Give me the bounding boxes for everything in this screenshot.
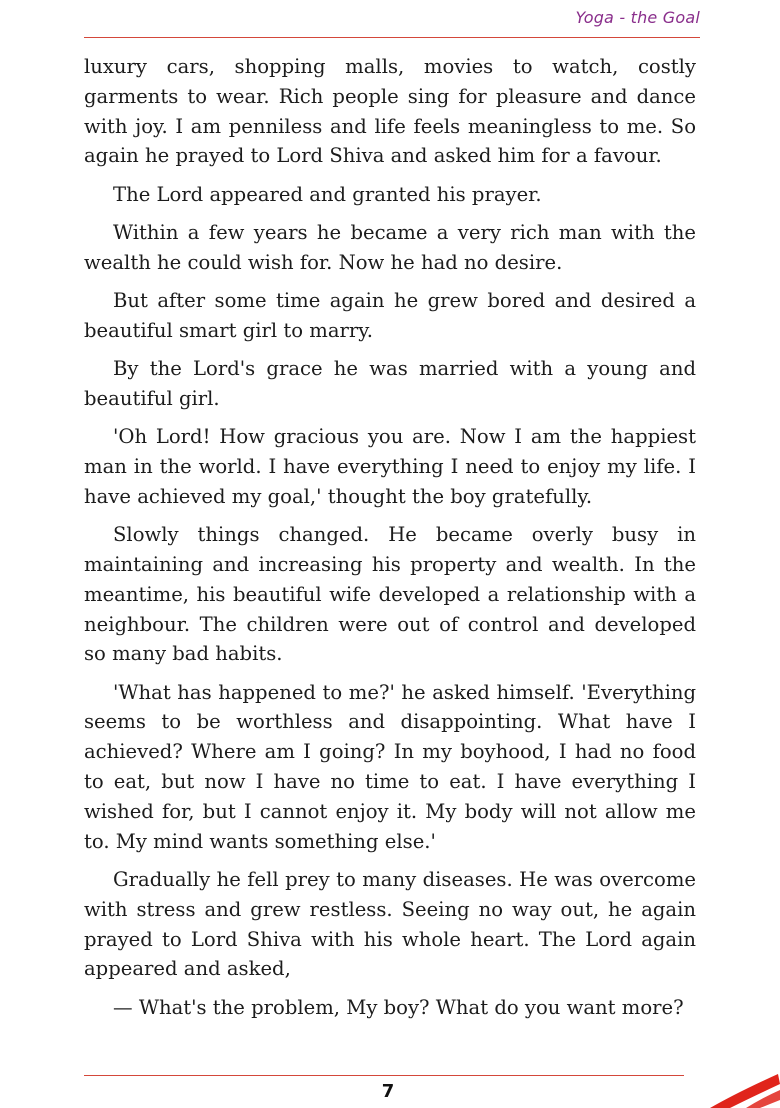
paragraph-6: 'Oh Lord! How gracious you are. Now I am the happiest man in the world. I have everything I need to enjoy my life. I have achieved my goal,' thought the boy gratefully. xyxy=(84,425,696,508)
paragraph-7: Slowly things changed. He became overly busy in maintaining and increasing his property and wealth. In the meantime, his beautiful wife developed a relationship with a neighbour. The children were out of control and developed so many bad habits. xyxy=(84,523,696,666)
paragraph-3: Within a few years he became a very rich man with the wealth he could wish for. Now he had no desire. xyxy=(84,220,696,274)
page-body xyxy=(84,52,696,1031)
running-header-title: Yoga - the Goal xyxy=(575,8,700,27)
paragraph-8: 'What has happened to me?' he asked himself. 'Everything seems to be worthless and disappointing. What have I achieved? Where am I going? In my boyhood, I had no food to eat, but now I have no time to eat. I have everything I wished for, but I cannot enjoy it. My body will not allow me to. My mind wants something else.' xyxy=(84,680,696,853)
paragraph-5: By the Lord's grace he was married with a young and beautiful girl. xyxy=(84,357,696,410)
footer-divider xyxy=(84,1075,684,1076)
paragraph-1: luxury cars, shopping malls, movies to watch, costly garments to wear. Rich people sing for pleasure and dance with joy. I am penniless and life feels meaningless to me. So again he prayed to Lord Shiva and asked him for a favour. xyxy=(84,55,696,168)
decorative-swoosh-icon xyxy=(660,1068,780,1108)
page-number: 7 xyxy=(381,1081,395,1102)
paragraph-4: But after some time again he grew bored and desired a beautiful smart girl to marry. xyxy=(84,289,696,342)
paragraph-9: Gradually he fell prey to many diseases. He was overcome with stress and grew restless. Seeing no way out, he again prayed to Lord Shiva with his whole heart. The Lord again appeared and asked, xyxy=(84,867,696,981)
header-divider xyxy=(84,37,700,38)
paragraph-10: — What's the problem, My boy? What do you want more? xyxy=(113,995,684,1019)
paragraph-2: The Lord appeared and granted his prayer. xyxy=(113,182,542,206)
